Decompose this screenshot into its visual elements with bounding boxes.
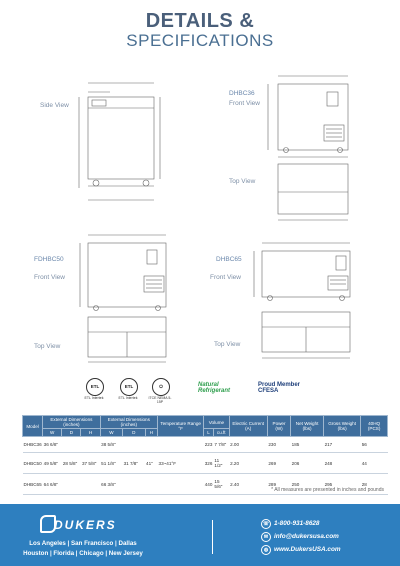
- cfesa-logo: Proud Member CFESA: [258, 382, 301, 394]
- side-view-label: Side View: [40, 102, 69, 109]
- front-view-label: Front View: [229, 100, 260, 107]
- email-icon: ✉: [261, 532, 271, 542]
- footer: [0, 504, 400, 566]
- table-row: DHBC65 64 6/8" 66 3/8" 440 15 5/6" 2.40 289 250 295 28: [23, 474, 388, 495]
- page-title: DETAILS &: [145, 10, 255, 32]
- measurement-footnote: * All measures are presented in inches and pounds: [271, 487, 384, 493]
- page-subtitle: SPECIFICATIONS: [126, 31, 274, 50]
- front-view-body: [278, 84, 348, 150]
- header-cell: H: [145, 429, 158, 437]
- header-cell: 40HQ (PCS): [361, 416, 388, 437]
- top-view-label: Top View: [229, 178, 256, 185]
- globe-icon: ◍: [261, 545, 271, 555]
- header-cell: cu.ft: [213, 429, 229, 437]
- header-cell: Model: [23, 416, 43, 437]
- header-cell: D: [123, 429, 145, 437]
- table-row: DHBC50 49 5/8" 28 5/8" 37 5/8" 51 1/8" 31 7/8" 41" 33~41°F 326 11 1/2" 2.20 269 206 248 44: [23, 453, 388, 474]
- header-cell: W: [100, 429, 122, 437]
- header-cell: D: [62, 429, 81, 437]
- website-link[interactable]: ◍ www.DukersUSA.com: [274, 546, 341, 553]
- header-cell: W: [43, 429, 62, 437]
- natural-refrigerant-logo: Natural Refrigerant: [198, 382, 231, 394]
- caster-wheel: [143, 180, 149, 186]
- phone-contact[interactable]: ☏ 1-800-931-8628: [262, 520, 320, 527]
- header-cell: Electric Current (A): [229, 416, 267, 437]
- front-view-label: Front View: [210, 274, 241, 281]
- footer-divider: [212, 520, 213, 554]
- top-view-label: Top View: [214, 341, 241, 348]
- table-row: DHBC36 36 6/8" 38 5/8" 223 7 7/8" 2.00 230 185 217 56: [23, 437, 388, 453]
- model-label-dhbc65: DHBC65: [216, 256, 242, 263]
- certification-logos: ETL ETL Intertek ETL ETL Intertek ⏻ ITCE NEMA 5-15P Natural Refrigerant Proud Member CFESA: [0, 378, 400, 408]
- header-cell: External Dimensions (inches): [100, 416, 157, 429]
- header-cell: H: [81, 429, 100, 437]
- front-view-body: [88, 243, 166, 307]
- header-cell: Power (W): [267, 416, 290, 437]
- phone-icon: ☏: [262, 521, 270, 527]
- header-cell: Gross Weight (lbs): [324, 416, 361, 437]
- email-contact[interactable]: ✉ info@dukersusa.com: [274, 533, 339, 540]
- cities-line-1: Los Angeles | San Francisco | Dallas: [29, 540, 137, 547]
- model-label-dhbc36: DHBC36: [229, 90, 255, 97]
- spec-table: [22, 415, 388, 495]
- model-label-fdhbc50: FDHBC50: [34, 256, 64, 263]
- header-cell: Volume: [204, 416, 229, 429]
- header-cell: Net Weight (lbs): [291, 416, 324, 437]
- header-cell: External Dimensions (inches): [43, 416, 101, 429]
- cities-line-2: Houston | Florida | Chicago | New Jersey: [23, 550, 143, 557]
- top-view-label: Top View: [34, 343, 61, 350]
- caster-wheel: [93, 180, 99, 186]
- front-view-label: Front View: [34, 274, 65, 281]
- top-view-body: [278, 164, 348, 214]
- side-view-body: [88, 97, 154, 179]
- header-cell: Temperature Range °F: [158, 416, 204, 437]
- header-cell: L: [204, 429, 214, 437]
- brand-name: DUKERS: [54, 518, 117, 532]
